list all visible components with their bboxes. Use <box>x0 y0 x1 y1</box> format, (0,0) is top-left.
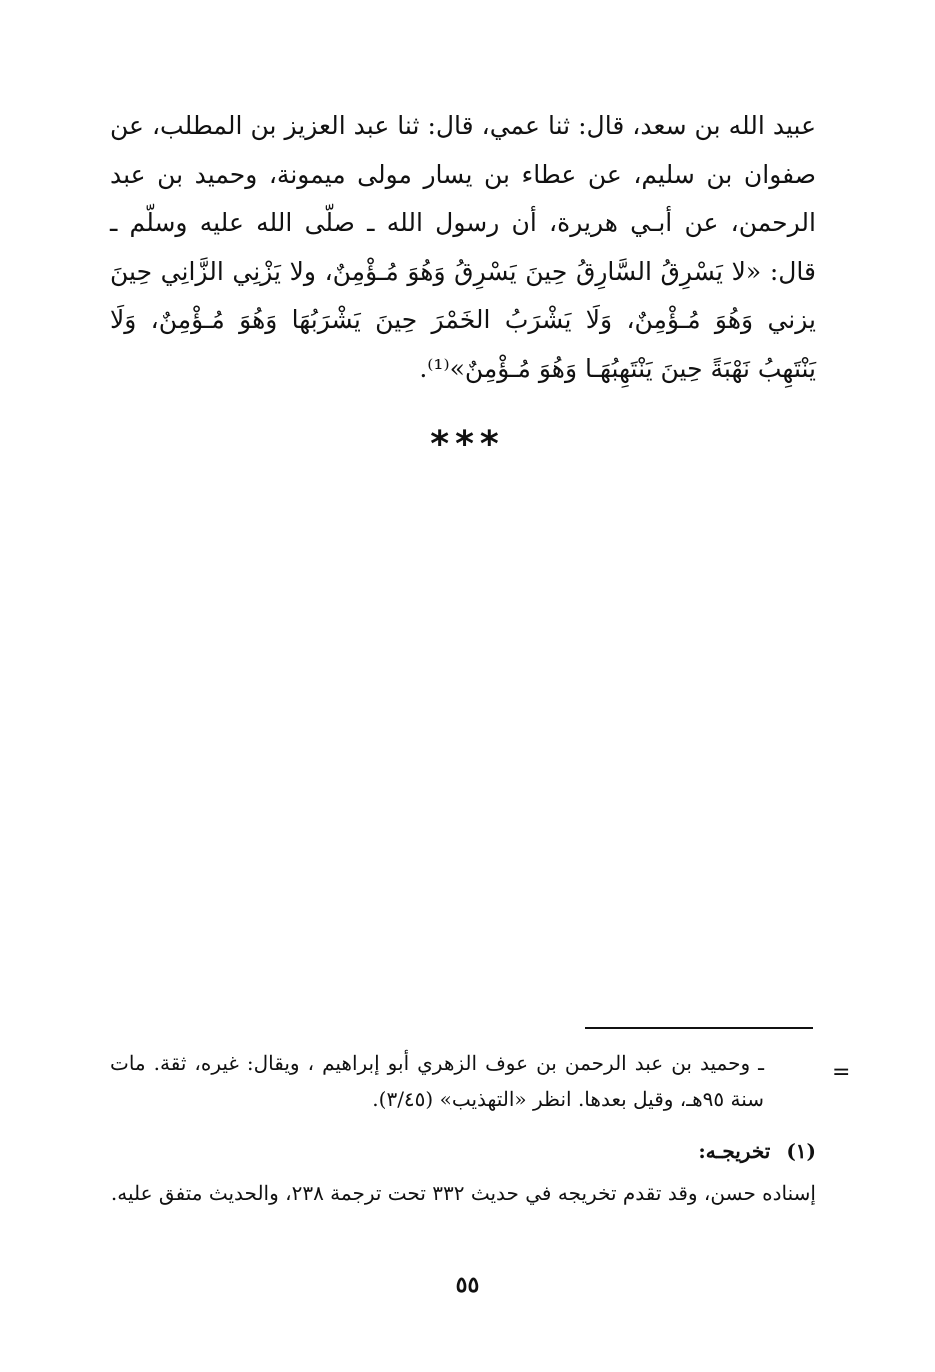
footnote-continuation: ـ وحميد بن عبد الرحمن بن عوف الزهري أبو إبراهيم ، ويقال: غيره، ثقة. مات سنة ٩٥هـ، وقيل بعدها. انظر «التهذيب» (٣/٤٥). <box>110 1051 764 1111</box>
footnote-1-number: (١) <box>786 1139 816 1163</box>
footnote-1-heading <box>110 1133 816 1169</box>
footnote-divider <box>585 1027 813 1029</box>
footnote-1-body: إسناده حسن، وقد تقدم تخريجه في حديث ٣٣٢ تحت ترجمة ٢٣٨، والحديث متفق عليه. <box>110 1181 816 1205</box>
hadith-paragraph: عبيد الله بن سعد، قال: ثنا عمي، قال: ثنا عبد العزيز بن المطلب، عن صفوان بن سليم، عن عطاء بن يسار مولى ميمونة، وحميد بن عبد الرحمن، عن أبـي هريرة، أن رسول الله ـ صلّى الله عليه وسلّم ـ قال: «لا يَسْرِقُ السَّارِقُ حِينَ يَسْرِقُ وَهُوَ مُـؤْمِنٌ، ولا يَزْنِي الزَّانِي حِينَ يزني وَهُوَ مُـؤْمِنٌ، وَلَا يَشْرَبُ الخَمْرَ حِينَ يَشْرَبُهَا وَهُوَ مُـؤْمِنٌ، وَلَا يَنْتَهِبُ نَهْبَةً حِينَ يَنْتَهِبُهَـا وَهُوَ مُـؤْمِنٌ»⁽¹⁾. <box>110 111 816 383</box>
continuation-mark: = <box>832 1060 851 1085</box>
footnote-1-title: تخريجـه: <box>698 1139 771 1163</box>
page-number: ٥٥ <box>455 1272 480 1298</box>
section-separator: *** <box>430 424 505 465</box>
main-text-block <box>110 102 816 393</box>
footnotes-section <box>110 1045 816 1211</box>
